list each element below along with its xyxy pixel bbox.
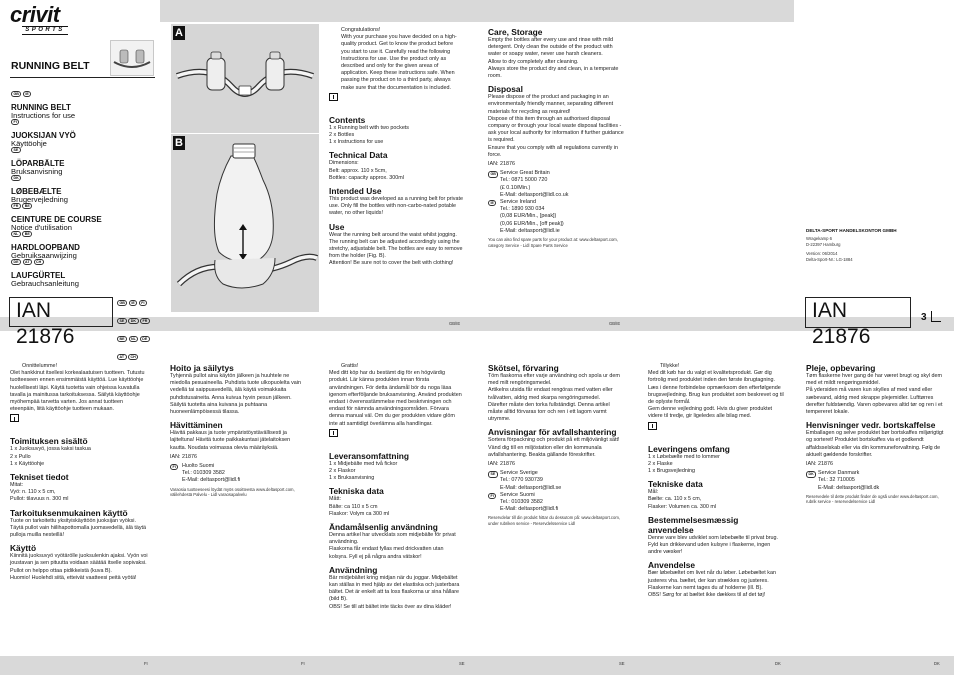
- gb-tech-heading: Technical Data: [329, 150, 388, 161]
- footer-gb-right: GB/IE: [609, 321, 621, 326]
- cover-ian-box: IAN 21876: [9, 297, 113, 327]
- grid-badge: AT: [117, 354, 127, 360]
- company-name: DELTA-SPORT HANDELSKONTOR GMBH: [806, 228, 897, 233]
- dk-intro: Tillykke! Med dit køb har du valgt et kvalitetsprodukt. Gør dig fortrolig med produktet inden den første ibrugtagning. Læs i denne forbindelse opmærksom den efterfølgende brugsvejledning. Brug kun produktet som beskrevet og til de oplyste formål. Gem denne vejledning godt. Hvis du giver produktet videre til tredje, gir ligeledes alle bilag med.: [648, 363, 784, 420]
- dk-disposal-heading: Henvisninger vedr. bortskaffelse: [806, 420, 936, 431]
- lang-title: CEINTURE DE COURSE: [11, 215, 102, 224]
- manual-icon: [329, 93, 338, 101]
- gb-service-ie: [488, 199, 624, 235]
- company-address: Wragekamp 6 D-22397 Hamburg: [806, 236, 841, 247]
- fi-care-heading: Hoito ja säilytys: [170, 363, 234, 373]
- lang-title: RUNNING BELT: [11, 103, 71, 112]
- gb-column-1: [329, 27, 463, 268]
- dk-use-heading: Anvendelse: [648, 560, 696, 571]
- lang-subtitle: Bruksanvisning: [11, 167, 63, 176]
- brand-logo: [10, 4, 80, 38]
- gb-column-2: [488, 27, 624, 248]
- manual-icon: [648, 422, 657, 430]
- se-use-heading: Användning: [329, 564, 378, 575]
- grid-badge: FI: [139, 300, 147, 306]
- fi-tech-heading: Tekniset tiedot: [10, 472, 69, 483]
- fi-intended: Tuote on tarkoitettu yksityiskäyttöön juoksijan vyöksi. Täytä pullot vain hiilihapottomalla juomavedellä, älä täytä pulloja muilla nesteillä!: [10, 517, 147, 539]
- lang-badge: DK: [11, 175, 21, 181]
- dk-column-2: [806, 363, 944, 505]
- lang-title: LAUFGÜRTEL: [11, 271, 66, 280]
- lang-title: LÖPARBÄLTE: [11, 159, 65, 168]
- grid-badge: GB: [117, 300, 127, 306]
- service-badge-gb: GB: [488, 171, 498, 177]
- product-thumbnail: [110, 40, 154, 76]
- se-intro: Grattis! Med ditt köp har du bestämt dig för en högvärdig produkt. Lär känna produkten innan första användningen. För detta ändamål bör du noga läsa igenom efterföljande bruksanvisning. Använd produkten endast i överensstämmelse med beskrivningen och endast för nämnda användningsområden. Förvara denna manual väl. Om du ger produkten vidare glöm inte att samtidigt överlämna alla handlingar.: [329, 363, 462, 427]
- dk-service: [806, 470, 944, 492]
- page-number: 3: [921, 312, 927, 323]
- se-intended: Denna artikel har utvecklats som midjebälte för privat användning. Flaskorna får endast fyllas med drickvatten utan kolsyra. Fyll ej på några andra vätskor!: [329, 532, 456, 560]
- grid-badge: DK: [128, 318, 138, 324]
- figure-b: [171, 134, 319, 312]
- fi-column-1: [10, 363, 148, 582]
- gb-contents-heading: Contents: [329, 114, 366, 125]
- dk-tech-heading: Tekniske data: [648, 479, 703, 490]
- service-badge-se: SE: [488, 471, 498, 477]
- se-tech-heading: Tekniska data: [329, 486, 384, 497]
- dk-note: Reservedele til dette produkt finder de også under www.deltasport.com, rubrik service - reservedelservice Lidl: [806, 493, 939, 505]
- fi-care: Tyhjennä pullot aina käytön jälkeen ja huuhtele ne miedolla pesuaineella. Puhdista tuote ulkopuolelta vain vedellä tai saippuavedellä, älä käytä voimakkaita puhdistusaineita. Anna kuivua hyvin pesun jälkeen. Säilytä tuotetta aina kuivana ja puhtaana huoneenlämpöisessä tilassa.: [170, 373, 301, 416]
- dk-intended-heading: Bestemmelsesmæssig anvendelse: [648, 514, 739, 535]
- footer-fi-right: FI: [301, 661, 305, 666]
- dk-contents-heading: Leveringens omfang: [648, 443, 730, 454]
- cover-divider: [10, 77, 155, 78]
- lang-title: HARDLOOPBAND: [11, 243, 80, 252]
- se-tech: Mått: Bälte: ca 110 x 5 cm Flaskor: Volym ca 300 ml: [329, 496, 390, 517]
- footer-se-left: SE: [459, 661, 465, 666]
- version-info: Version: 06/2014 Delta-Sport-Nr.: LG-1884: [806, 251, 853, 262]
- fi-contents-heading: Toimituksen sisältö: [10, 436, 88, 447]
- gb-disposal-heading: Disposal: [488, 84, 523, 95]
- fi-service-text: Huolto Suomi Tel.: 010309 3582 E-Mail: deltasport@lidl.fi: [182, 463, 241, 484]
- footer-dk-right: DK: [934, 661, 940, 666]
- se-disposal: Sortera förpackning och produkt på ett miljövänligt sätt! Vänd dig till en miljöstation eller din kommunala avfallshantering. Beakta gällande föreskrifter.: [488, 437, 620, 458]
- se-service-fi: [488, 492, 624, 514]
- fi-tech: Mitat: Vyö: n. 110 x 5 cm, Pullot: tilavuus n. 300 ml: [10, 482, 69, 503]
- top-band: [160, 0, 794, 22]
- gb-ian: IAN: 21876: [488, 161, 515, 168]
- lang-subtitle: Käyttöohje: [11, 139, 47, 148]
- gb-care: Empty the bottles after every use and rinse with mild detergent. Only clean the outside of the product with water or soapy water, never use harsh cleaners. Allow to dry completely after cleaning. Always store the product dry and clean, in a temperate room.: [488, 37, 619, 80]
- page-corner-icon: [931, 311, 941, 322]
- dk-intended: Denne vare blev udviklet som løbebælte til privat brug. Fyld kun drikkevand uden kulsyre i flaskerne, ingen andre væsker!: [648, 534, 779, 556]
- manual-icon: [329, 429, 338, 437]
- lang-badge: SE: [11, 147, 21, 153]
- lang-badge: FR: [11, 203, 21, 209]
- gb-use-heading: Use: [329, 221, 345, 232]
- fi-intended-heading: Tarkoituksenmukainen käyttö: [10, 507, 128, 518]
- lang-subtitle: Gebrauchsanleitung: [11, 279, 79, 288]
- se-ian: IAN: 21876: [488, 461, 515, 468]
- se-service-fi-text: Service Suomi Tel.: 010309 3582 E-Mail: deltasport@lidl.fi: [500, 491, 559, 513]
- dk-service-text: Service Danmark Tel.: 32 710005 E-Mail: deltasport@lidl.dk: [818, 470, 880, 491]
- dk-column-1: [648, 363, 784, 599]
- gb-care-heading: Care, Storage: [488, 27, 543, 37]
- fi-disposal: Hävitä pakkaus ja tuote ympäristöystävällisesti ja lajiteltuna! Hävitä tuote paikkakuntasi jätelaitoksen kautta. Noudata voimassa olevia määräyksiä.: [170, 430, 291, 451]
- fi-use-heading: Käyttö: [10, 543, 37, 554]
- lang-badge: IE: [23, 91, 31, 97]
- grid-badge: IE: [129, 300, 137, 306]
- lang-item-de: [11, 253, 159, 288]
- fi-note: Varaosia tuotteeseesi löydät myös osoitteesta www.deltasport.com, välilehdestä Palvelu - Lidl varaosapalvelu: [170, 486, 295, 498]
- gb-intro: Congratulations! With your purchase you have decided on a high-quality product. Get to know the product before you start to use it. Carefully read the following Instructions for use. Use the product only as described and only for the given areas of application. Keep these instructions safe. When passing the product on to a third party, always make sure that the documentation is included.: [341, 27, 457, 91]
- figure-b-label: B: [173, 136, 185, 150]
- lang-item-fr: [11, 197, 159, 232]
- se-column-1: [329, 363, 463, 611]
- grid-badge: SE: [117, 318, 127, 324]
- cover-badge-grid: [117, 294, 153, 366]
- lang-item-nl: [11, 225, 159, 260]
- gb-tech: Dimensions: Belt: approx. 110 x 5cm, Bottles: capacity approx. 300ml: [329, 160, 404, 181]
- lang-subtitle: Instructions for use: [11, 111, 76, 120]
- dk-tech: Mål: Bælte: ca. 110 x 5 cm, Flasker: Volumen ca. 300 ml: [648, 489, 717, 510]
- dk-ian: IAN: 21876: [806, 461, 833, 468]
- footer-gb-left: GB/IE: [449, 321, 461, 326]
- lang-badge: CH: [34, 259, 44, 265]
- cover-title: RUNNING BELT: [11, 60, 90, 72]
- footer-se-right: SE: [619, 661, 625, 666]
- service-badge-ie: IE: [488, 200, 496, 206]
- lang-badge: GB: [11, 91, 21, 97]
- dk-care-heading: Pleje, opbevaring: [806, 363, 876, 373]
- fi-use: Kiinnitä juoksuvyö vyötärölle juoksulenkin ajaksi. Vyön voi joustavan ja sen pituutta voidaan säätää itselle sopivaksi. Pullot on helppo ottaa pidikkeistä (kuva B). Huomio! Huolehdi siitä, etteivät vaatteesi peitä vyötä!: [10, 553, 148, 581]
- gb-contents: 1 x Running belt with two pockets 2 x Bottles 1 x Instructions for use: [329, 124, 410, 146]
- lang-badge: FI: [11, 119, 19, 125]
- grid-badge: FR: [140, 318, 150, 324]
- back-ian-box: IAN 21876: [805, 297, 911, 328]
- service-badge-fi: FI: [488, 493, 496, 499]
- figure-a-label: A: [173, 26, 185, 40]
- figure-a: [171, 24, 319, 133]
- lang-badge: AT: [23, 259, 33, 265]
- fi-contents: 1 x Juoksuvyö, jossa kaksi taskua 2 x Pullo 1 x Käyttöohje: [10, 446, 91, 467]
- lang-badge: BE: [22, 231, 32, 237]
- se-service-se-text: Service Sverige Tel.: 0770 930739 E-Mail: deltasport@lidl.se: [500, 470, 562, 491]
- lang-subtitle: Gebruiksaanwijzing: [11, 251, 77, 260]
- dk-care: Tøm flaskerne hver gang de har været brugt og skyl dem med et mildt rengøringsmiddel. På ydersiden må varen kun skylles af med vand eller sæbevand, aldrig med skrappe plejemidler. Lufttørres derefter fuldstændig. Varen opbevares altid tør og ren i et tempereret lokale.: [806, 373, 943, 416]
- back-imprint: [806, 228, 946, 262]
- se-use: Bär midjebältet kring midjan när du joggar. Midjebältet kan ställas in med hjälp av det elastiska och justerbara bältet. Det är enkelt att ta loss flaskorna ur sina hållare (bild B). OBS! Se till att bältet inte täcks över av dina kläder!: [329, 574, 460, 610]
- se-disposal-heading: Anvisningar för avfallshantering: [488, 427, 617, 438]
- se-care-heading: Skötsel, förvaring: [488, 363, 559, 373]
- footer-fi-left: FI: [144, 661, 148, 666]
- se-contents-heading: Leveransomfattning: [329, 450, 410, 461]
- dk-disposal: Emballagen og selve produktet bør bortskaffes miljørigtigt og sorteret! Produktet bortskaffes via et godkendt affaldsselskab eller via din kommuneforvaltning. Følg de aktuelt gældende forskrifter.: [806, 430, 944, 458]
- gb-use: Wear the running belt around the waist whilst jogging. The running belt can be adjusted accordingly using the stretchy, adjustable belt. The bottles are easy to remove from the holder (Fig. B). Attention! Be sure not to cover the belt with clothing!: [329, 231, 463, 267]
- grid-badge: BE: [117, 336, 127, 342]
- service-badge-dk: DK: [806, 471, 816, 477]
- se-contents: 1 x Midjebälte med två fickor 2 x Flaskor 1 x Bruksanvisning: [329, 460, 398, 482]
- lang-title: JUOKSIJAN VYÖ: [11, 131, 76, 140]
- grid-badge: CH: [128, 354, 138, 360]
- brand-logo-text: crivit: [10, 2, 60, 27]
- lang-badge: BE: [22, 203, 32, 209]
- lang-item-gb: [11, 85, 159, 120]
- lang-subtitle: Notice d'utilisation: [11, 223, 72, 232]
- brand-logo-sub: SPORTS: [22, 26, 68, 35]
- grid-badge: NL: [129, 336, 139, 342]
- lang-title: LØBEBÆLTE: [11, 187, 62, 196]
- gb-service-ie-text: Service Ireland Tel.: 1890 930 034 (0,08 EUR/Min., [peak]) (0,06 EUR/Min., [off peak]) E-Mail: deltasport@lidl.ie: [500, 199, 564, 234]
- fi-ian: IAN: 21876: [170, 453, 197, 460]
- service-badge-fi: FI: [170, 464, 178, 470]
- gb-disposal: Please dispose of the product and packaging in an environmentally friendly manner, separating different materials for recycling as required! Dispose of this item through an authorised disposal company or through your local waste disposal facilities - ask your local authority for information if further guidance is required. Ensure that you comply with all regulations currently in force.: [488, 94, 624, 158]
- gb-intended-heading: Intended Use: [329, 186, 382, 197]
- se-column-2: [488, 363, 624, 527]
- se-care: Töm flaskorna efter varje användning och spola ur dem med milt rengöringsmedel. Artikelns utsida får endast rengöras med vatten eller tvålvatten, aldrig med skarpa rengöringsmedel. Därefter måste den torka fullständigt. Denna artikel måste alltid förvaras torr och ren i ett lagom varmt utrymme.: [488, 373, 620, 423]
- fi-service: [170, 463, 306, 485]
- gb-note: You can also find spare parts for your product at: www.deltasport.com, category Service - Lidl Spare Parts Service: [488, 237, 618, 248]
- gb-service-gb: [488, 170, 624, 199]
- se-intended-heading: Ändamålsenlig användning: [329, 522, 438, 533]
- fi-column-2: [170, 363, 306, 498]
- se-service-se: [488, 470, 624, 492]
- lang-badge: DE: [11, 259, 21, 265]
- lang-subtitle: Brugervejledning: [11, 195, 68, 204]
- dk-contents: 1 x Løbebælte med to lommer 2 x Flaske 1 x Brugsvejledning: [648, 453, 720, 475]
- dk-use: Bær løbebæltet om livet når du løber. Løbebæltet kan justeres vha. bæltet, der kan strækkes og justeres. Flaskerne kan nemt tages du af holderne (ill. B). OBS! Sørg for at bæltet ikke dækkes til af det tøj!: [648, 570, 776, 599]
- manual-icon: [10, 414, 19, 422]
- gb-service-gb-text: Service Great Britain Tel.: 0871 5000 720 (£ 0.10/Min.) E-Mail: deltasport@lidl.co.uk: [500, 170, 569, 198]
- lang-badge: NL: [11, 231, 21, 237]
- fi-disposal-heading: Hävittäminen: [170, 420, 223, 431]
- grid-badge: DE: [140, 336, 150, 342]
- se-note: Reservdelar till din produkt hittar du dessutom på: www.deltasport.com, under rubriken service - Reservdelsservice Lidl: [488, 515, 620, 527]
- gb-intended: This product was developed as a running belt for private use. Only fill the bottles with non-carbo-nated potable water, no other liquids!: [329, 196, 463, 217]
- footer-dk-left: DK: [775, 661, 781, 666]
- language-list: [11, 85, 159, 288]
- fi-intro: Onnittelumme! Olet hankkinut itsellesi korkealaatuisen tuotteen. Tutustu tuotteeseen ennen ensimmäistä käyttöä. Lue käyttöohje huolellisesti läpi. Käytä tuotetta vain ohjeissa kuvatulla tavalla ja mainitussa tarkoituksessa. Säilytä käyttöohje myöhempää tarvetta varten. Jos annat tuotteen eteenpäin, liitä käyttöohje tuotteen mukaan.: [10, 363, 145, 413]
